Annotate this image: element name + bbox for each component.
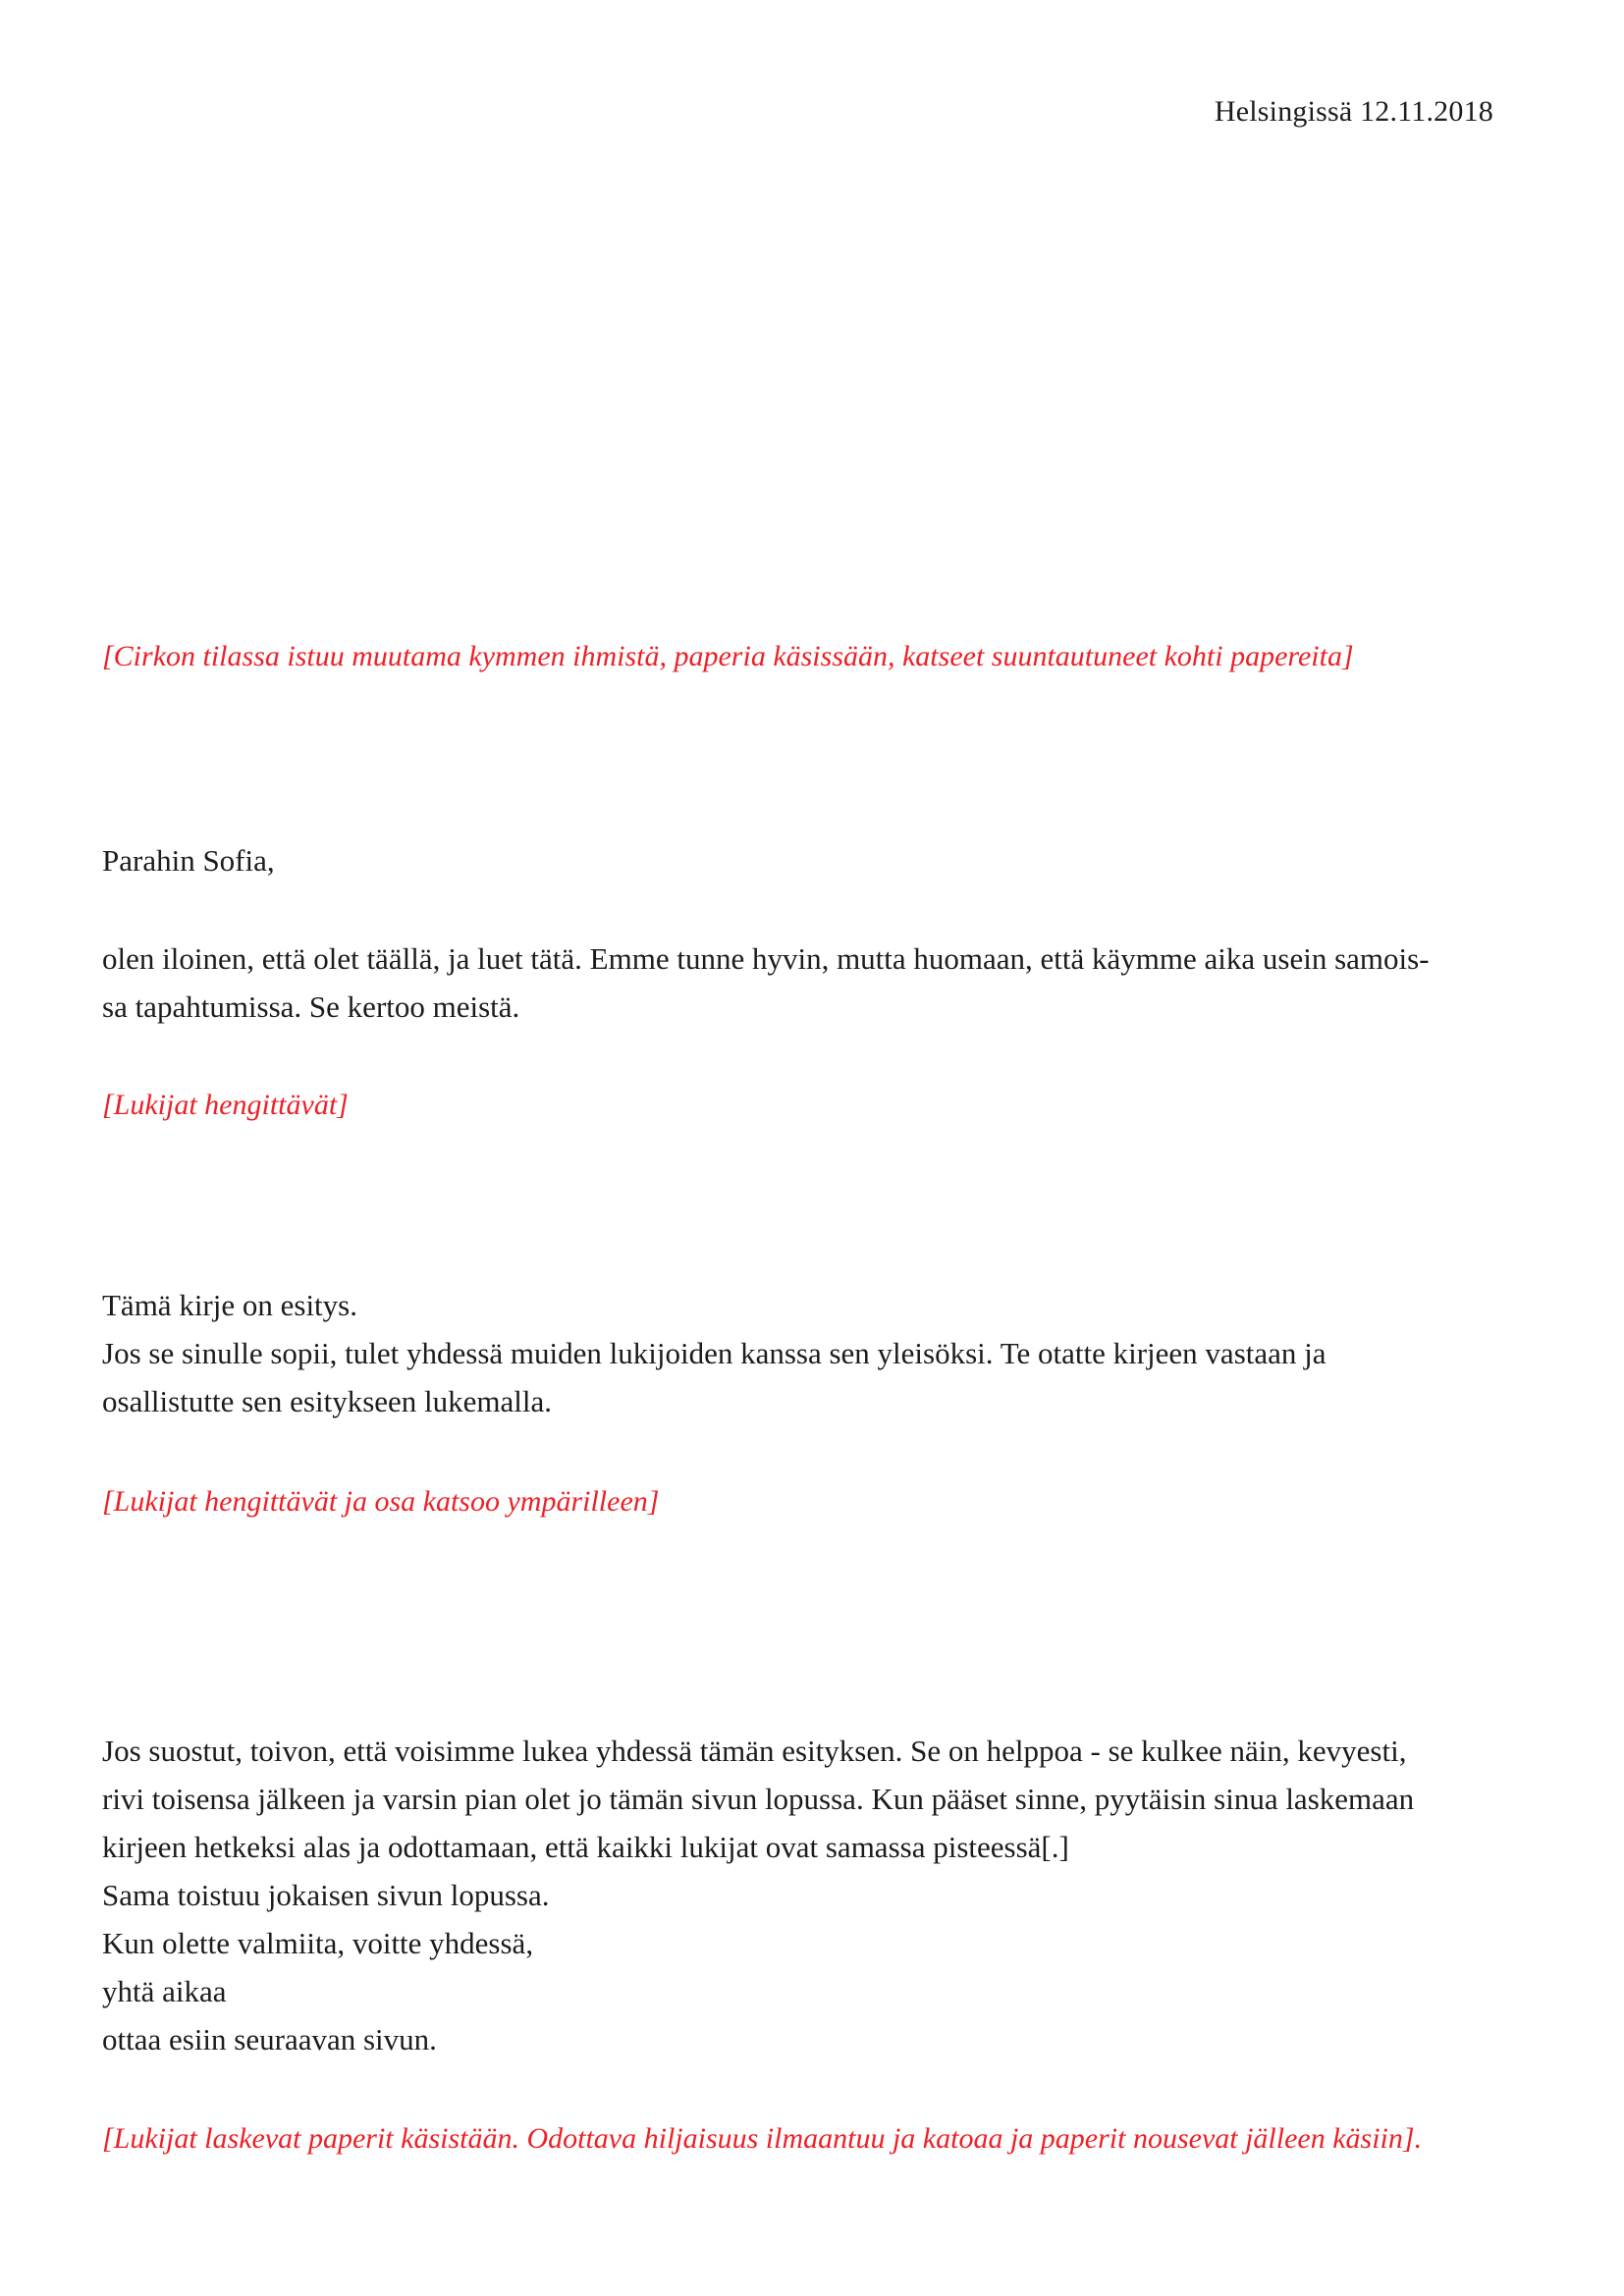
text-line: Parahin Sofia, xyxy=(102,843,275,878)
text-line: Sama toistuu jokaisen sivun lopussa. xyxy=(102,1878,550,1912)
text-line: ottaa esiin seuraavan sivun. xyxy=(102,2022,437,2056)
stage-direction-breathing xyxy=(102,1082,1526,1128)
text-line: [Lukijat hengittävät ja osa katsoo ympärilleen] xyxy=(102,1485,660,1518)
text-line: Jos suostut, toivon, että voisimme lukea yhdessä tämän esityksen. Se on helppoa - se kulkee näin, kevyesti, xyxy=(102,1734,1407,1768)
text-line: [Lukijat hengittävät] xyxy=(102,1089,349,1121)
text-line: osallistutte sen esitykseen lukemalla. xyxy=(102,1384,553,1418)
text-line: Tämä kirje on esitys. xyxy=(102,1288,357,1322)
text-line: [Lukijat laskevat paperit käsistään. Odottava hiljaisuus ilmaantuu ja katoaa ja paperit nousevat jälleen käsiin]. xyxy=(102,2122,1423,2155)
text-line: olen iloinen, että olet täällä, ja luet tätä. Emme tunne hyvin, mutta huomaan, että käymme aika usein samois- xyxy=(102,941,1430,976)
paragraph-intro xyxy=(102,934,1526,1031)
stage-direction-closing xyxy=(102,2115,1526,2162)
text-line: [Cirkon tilassa istuu muutama kymmen ihmistä, paperia käsissään, katseet suuntautuneet kohti papereita] xyxy=(102,640,1354,672)
salutation xyxy=(102,836,1526,884)
letterhead-date: Helsingissä 12.11.2018 xyxy=(1214,95,1493,128)
paragraph-instructions xyxy=(102,1727,1526,2063)
stage-direction-looking-around xyxy=(102,1478,1526,1524)
text-line: kirjeen hetkeksi alas ja odottamaan, että kaikki lukijat ovat samassa pisteessä[.] xyxy=(102,1830,1069,1864)
text-line: yhtä aikaa xyxy=(102,1974,227,2008)
text-line: Kun olette valmiita, voitte yhdessä, xyxy=(102,1926,534,1960)
stage-direction-opening xyxy=(102,633,1526,679)
text-line: sa tapahtumissa. Se kertoo meistä. xyxy=(102,989,520,1024)
text-line: rivi toisensa jälkeen ja varsin pian olet jo tämän sivun lopussa. Kun pääset sinne, pyytäisin sinua laskemaan xyxy=(102,1782,1415,1816)
paragraph-letter-is-performance xyxy=(102,1281,1526,1425)
text-line: Jos se sinulle sopii, tulet yhdessä muiden lukijoiden kanssa sen yleisöksi. Te otatte kirjeen vastaan ja xyxy=(102,1336,1326,1370)
